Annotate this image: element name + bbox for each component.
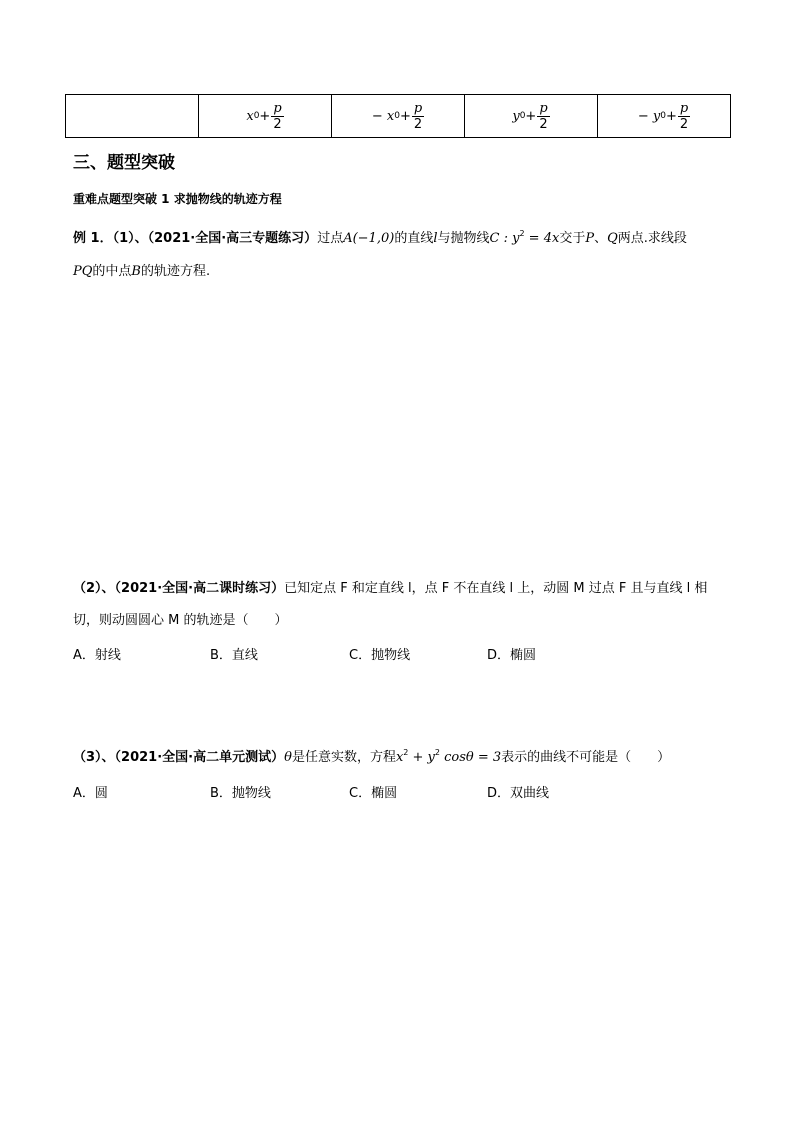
q3-line1: （3）、（2021·全国·高二单元测试）θ是任意实数，方程$x^2 + y^2$ cosθ = 3表示的曲线不可能是（ ） bbox=[73, 748, 671, 765]
q3-option-a: A．圆 bbox=[73, 786, 108, 801]
source-tag: （2021·全国·高三专题练习） bbox=[147, 231, 318, 246]
part-label: （2）、 bbox=[73, 581, 115, 596]
q2-line1: （2）、（2021·全国·高二课时练习）已知定点 F 和定直线 l，点 F 不在直线 l 上，动圆 M 过点 F 且与直线 l 相 bbox=[73, 581, 708, 596]
q2-option-c: C．抛物线 bbox=[349, 648, 411, 663]
example1-line1: 例 1．（1）、（2021·全国·高三专题练习）过点A(−1,0)的直线l与抛物线C : $y^2 = 4x$交于P、Q两点.求线段 bbox=[73, 229, 687, 246]
q2-option-d: D．椭圆 bbox=[487, 648, 537, 663]
example1-line2: PQ的中点B的轨迹方程. bbox=[73, 264, 211, 279]
formula-table bbox=[65, 94, 731, 138]
q2-option-b: B．直线 bbox=[210, 648, 258, 663]
q3-option-b: B．抛物线 bbox=[210, 786, 271, 801]
curve-equation: C : y bbox=[489, 231, 520, 246]
table-cell-neg-x0-plus-p2: − x 0 + $\frac{p}{2}$ bbox=[332, 95, 465, 138]
table-cell-neg-y0-plus-p2: − y 0 + $\frac{p}{2}$ bbox=[598, 95, 731, 138]
example-label: 例 1． bbox=[73, 231, 113, 246]
q3-option-d: D．双曲线 bbox=[487, 786, 550, 801]
part-label: （1）、 bbox=[112, 231, 148, 246]
section-title: 三、题型突破 bbox=[73, 153, 175, 173]
source-tag: （2021·全国·高二单元测试） bbox=[114, 750, 285, 765]
q3-option-c: C．椭圆 bbox=[349, 786, 398, 801]
source-tag: （2021·全国·高二课时练习） bbox=[114, 581, 285, 596]
part-label: （3）、 bbox=[73, 750, 115, 765]
point-a: A(−1,0) bbox=[343, 231, 395, 246]
q2-line2: 切，则动圆圆心 M 的轨迹是（ ） bbox=[73, 613, 288, 628]
table-row bbox=[66, 95, 731, 138]
table-cell-x0-plus-p2: x 0 + $\frac{p}{2}$ bbox=[199, 95, 332, 138]
table-cell-empty bbox=[66, 95, 199, 138]
q2-option-a: A．射线 bbox=[73, 648, 121, 663]
table-cell-y0-plus-p2: y 0 + $\frac{p}{2}$ bbox=[465, 95, 598, 138]
topic-heading: 重难点题型突破 1 求抛物线的轨迹方程 bbox=[73, 192, 282, 206]
